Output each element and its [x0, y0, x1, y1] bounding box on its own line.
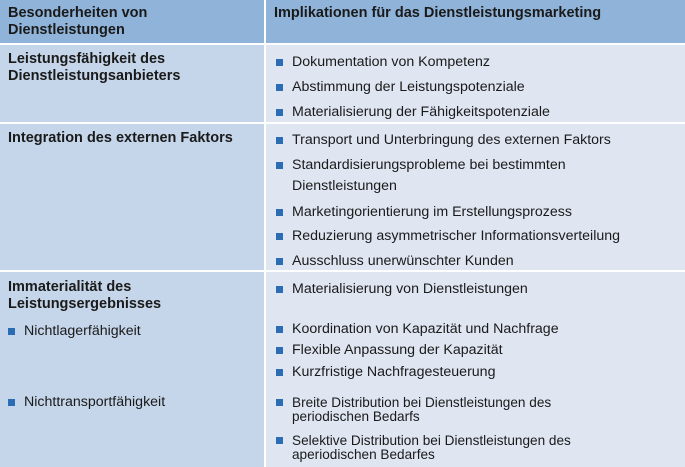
header-left-line1: Besonderheiten von [8, 5, 148, 21]
row2-label: Integration des externen Faktors [8, 130, 233, 146]
header-left-line2: Dienstleistungen [8, 22, 125, 38]
row-divider [0, 122, 685, 124]
row-divider [0, 270, 685, 272]
bullet-icon [276, 347, 283, 354]
header-right-cell [266, 0, 685, 43]
row2-right-cell: Transport und Unterbringung des externen Faktors Standardisierungsprobleme bei bestimmten Dienstleistungen Marketingorientierung im Erstellungsprozess Reduzierung asymmetrischer Informationsverteilung Ausschluss unerwünschter Kunden [266, 124, 685, 270]
bullet-icon [276, 437, 283, 444]
header-left-cell [0, 0, 264, 43]
bullet-icon [276, 137, 283, 144]
row3-label-line1: Immaterialität des [8, 279, 132, 295]
bullet-icon [276, 233, 283, 240]
bullet-icon [276, 326, 283, 333]
row1-left-cell [0, 45, 264, 122]
bullet-icon [276, 84, 283, 91]
bullet-icon [276, 59, 283, 66]
row1-label-line1: Leistungsfähigkeit des [8, 51, 166, 67]
row3-label-line2: Leistungsergebnisses [8, 296, 162, 312]
column-divider [264, 0, 266, 467]
bullet-icon [276, 162, 283, 169]
row3-left-cell: Immaterialität des Leistungsergebnisses Nichtlagerfähigkeit Nichttransportfähigkeit [0, 272, 264, 467]
row1-label [8, 51, 180, 85]
row2-left-cell [0, 124, 264, 270]
bullet-icon [276, 286, 283, 293]
row3-label [8, 279, 161, 313]
bullet-icon [276, 399, 283, 406]
row1-right-cell: Dokumentation von Kompetenz Abstimmung der Leistungspotenziale Materialisierung der Fähigkeitspotenziale [266, 45, 685, 122]
row1-label-line2: Dienstleistungsanbieters [8, 68, 181, 84]
bullet-icon [8, 328, 15, 335]
header-left-label [8, 5, 147, 39]
header-right-label: Implikationen für das Dienstleistungsmarketing [274, 5, 602, 21]
bullet-icon [276, 258, 283, 265]
row-divider [0, 43, 685, 45]
bullet-icon [276, 369, 283, 376]
bullet-icon [8, 399, 15, 406]
bullet-icon [276, 109, 283, 116]
bullet-icon [276, 209, 283, 216]
row3-right-cell: Materialisierung von Dienstleistungen Koordination von Kapazität und Nachfrage Flexible Anpassung der Kapazität Kurzfristige Nachfragesteuerung Breite Distribution bei Dienstleistungen des periodischen Bedarfs Selektive Distribution bei Dienstleistungen des aperiodischen Bedarfes [266, 272, 685, 467]
